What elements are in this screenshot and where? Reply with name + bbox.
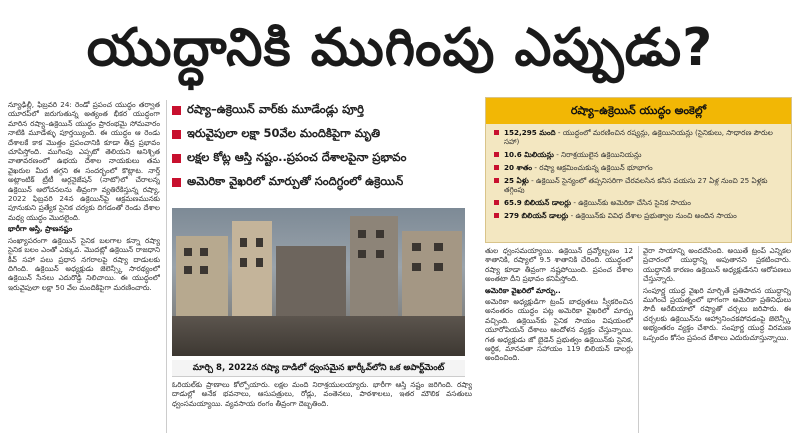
headline: యుద్ధానికి ముగింపు ఎప్పుడు? [86, 18, 714, 78]
highlight-text: ఇరువైపులా లక్షా 50వేల మందికిపైగా మృతి [187, 126, 381, 140]
left-paragraph-2: సంఖ్యాపరంగా ఉక్రెయిన్ సైనిక బలగాల కన్నా రష్యా సైనిక బలం ఎంతో ఎక్కువ. మొదట్లో ఉక్రెయిన్ రాజధాని కీవ్ సహా పలు ప్రధాన నగరాలపై రష్యా దాడులకు దిగింది. ఉక్రెయిన్ అధ్యక్షుడు జెలెన్స్కీ సారథ్యంలో ఉక్రెయిన్ సేనలు ఎదురొడ్డి నిలిచాయి. ఈ యుద్ధంలో ఇరువైపులా లక్షా 50 వేల మందికిపైగా మరణించారు. [8, 235, 160, 292]
photo-caption: మార్చి 8, 2022న రష్యా దాడిలో ధ్వంసమైన ఖార్కీవ్‌లోని ఒక అపార్ట్‌మెంట్ [172, 360, 465, 377]
fact-text: - రష్యా ఆక్రమించుకున్న ఉక్రెయిన్ భూభాగం [534, 163, 653, 172]
fact-figure: 20 శాతం [504, 163, 533, 172]
left-column-article [8, 100, 160, 433]
highlight-item [172, 124, 477, 145]
fact-figure: 10.6 మిలియన్లు [504, 150, 554, 159]
right1-paragraph-2: అమెరికా అధ్యక్షుడిగా ట్రంప్ బాధ్యతలు స్వీకరించిన అనంతరం యుద్ధం పట్ల అమెరికా వైఖరిలో మార్పు వచ్చింది. ఉక్రెయిన్‌కు సైనిక సాయం విషయంలో యూరోపియన్ దేశాలు ఆందోళన వ్యక్తం చేస్తున్నాయి. గత అధ్యక్షుడు జో బైడెన్ ప్రభుత్వం ఉక్రెయిన్‌కు సైనిక, ఆర్థిక, మానవతా సహాయం 119 బిలియన్ డాలర్లు అందించింది. [485, 297, 633, 363]
right-column-1 [485, 246, 633, 433]
fact-text: - ఉక్రెయిన్‌కు వివిధ దేశాల ప్రభుత్వాల నుంచి అందిన సాయం [570, 211, 737, 220]
fact-item [486, 163, 791, 172]
fact-figure: 279 బిలియన్ డాలర్లు [504, 211, 569, 220]
fact-text: - నిరాశ్రయులైన ఉక్రెయినియన్లు [556, 150, 642, 159]
bullet-icon [172, 106, 181, 115]
right-column-2 [643, 246, 791, 433]
fact-text: - ఉక్రెయిన్‌కు అమెరికా చేసిన సైనిక సాయం [573, 198, 691, 207]
highlight-item [172, 100, 477, 121]
highlight-item [172, 148, 477, 169]
left-paragraph: న్యూఢిల్లీ, ఫిబ్రవరి 24: రెండో ప్రపంచ యుద్ధం తర్వాత యూరప్‌లో జరుగుతున్న అత్యంత భీకర యుద్ధంగా మారిన రష్యా–ఉక్రెయిన్ యుద్ధం ప్రారంభమై సోమవారం నాటికి మూడేళ్ళు పూర్తయ్యింది. ఈ యుద్ధం ఆ రెండు దేశాలకే కాక మొత్తం ప్రపంచానికి కూడా తీవ్ర ప్రభావం చూపిస్తోంది. ముగింపు ఎప్పటో తెలియని అనిశ్చిత వాతావరణంలో ఉభయ దేశాల నాయకులు తమ వైఖరుల మీద తగ్గని ఈ సందర్భంలో కొట్లాట. నార్త్ అట్లాంటిక్ ట్రీటీ ఆర్గనైజేషన్ (నాటో)లో చేరాలన్న ఉక్రెయిన్ ఆలోచనలను తీవ్రంగా వ్యతిరేకిస్తున్న రష్యా, 2022 ఫిబ్రవరి 24న ఉక్రెయిన్‌పై ఆక్రమణమునకు పూనుకుని ప్రత్యేక సైనిక చర్యకు దిగడంతో రెండు దేశాల మధ్య యుద్ధం మొదలైంది. [8, 100, 160, 222]
right1-subhead: అమెరికా వైఖరిలో మార్పు.. [485, 285, 561, 295]
bullet-icon [172, 130, 181, 139]
fact-figure: 152,295 మంది [504, 128, 556, 137]
facts-box [485, 97, 792, 243]
right2-paragraph: వైరా సాయాన్ని అందదేసింది. అయితే ట్రంప్ ఎన్నికల ప్రచారంలో యుద్ధాన్ని ఆపుతానని ప్రకటించారు. యుద్ధానికి కారణం ఉక్రెయిన్ అధ్యక్షుడేనని ఆరోపణలు చేస్తున్నారు. [643, 246, 791, 284]
destroyed-apartment-photo [172, 208, 465, 356]
fact-item [486, 150, 791, 159]
bullet-icon [172, 154, 181, 163]
highlight-text: అమెరికా వైఖరిలో మార్పుతో సందిగ్ధంలో ఉక్రెయిన్ [187, 174, 404, 188]
fact-text: - ఉక్రెయిన్ సైన్యంలో తప్పనిసరిగా చేరవలసిన కనీస వయసు 27 ఏళ్ల నుంచి 25 ఏళ్లకు తగ్గింపు [504, 176, 768, 194]
highlight-text: రష్యా–ఉక్రెయిన్ వార్‌కు మూడేండ్లు పూర్తి [187, 102, 364, 116]
highlights-list [172, 100, 477, 196]
fact-text: - యుద్ధంలో మరణించిన రష్యన్లు, ఉక్రెయినియన్లు (సైనికులు, సాధారణ పౌరుల సహా) [504, 128, 773, 146]
fact-figure: 65.9 బిలియన్ డాలర్లు [504, 198, 572, 207]
middle-column-article [172, 380, 472, 433]
highlight-text: లక్షల కోట్ల ఆస్తి నష్టం..ప్రపంచ దేశాలపైనా ప్రభావం [187, 150, 407, 164]
left-subhead: భారీగా ఆస్తి, ప్రాణనష్టం [8, 224, 73, 234]
highlight-item [172, 172, 477, 193]
fact-item [486, 128, 791, 146]
right1-paragraph: తుల ధ్వంసమయ్యాయి. ఉక్రెయిన్ ద్రవ్యోల్బణం 12 శాతానికి, రష్యాలో 9.5 శాతానికి చేరింది. యుద్ధంలో రష్యా కూడా తీవ్రంగా నష్టపోయింది. ప్రపంచ దేశాల అంతటా దీని ప్రభావం కనిపిస్తోంది. [485, 246, 633, 284]
right2-paragraph-2: సంపూర్ణ యుద్ధ వైఖరి మార్చితే ప్రతిపాదన యుద్ధాన్ని ముగించే ప్రయత్నంలో భాగంగా అమెరికా ప్రతినిధులు సౌదీ అరేబియాలో రష్యాతో చర్చలు జరిపారు. ఈ చర్చలకు ఉక్రెయిన్‌ను ఆహ్వానించకపోవడంపై జెలెన్స్కీ అభ్యంతరం వ్యక్తం చేశారు. సంపూర్ణ యుద్ధ విరమణ ఒప్పందం కోసం ప్రపంచ దేశాలు ఎదురుచూస్తున్నాయి. [643, 285, 791, 342]
fact-item [486, 211, 791, 220]
middle-paragraph: ఓరియల్‌కు ప్రాణాలు కోల్పోయారు. లక్షల మంది నిరాశ్రయులయ్యారు. భారీగా ఆస్తి నష్టం జరిగింది. రష్యా దాడుల్లో అనేక భవనాలు, ఆసుపత్రులు, రోడ్లు, వంతెనలు, పాఠశాలలు, ఇతర మౌలిక వసతులు ధ్వంసమయ్యాయి. వ్యవసాయ రంగం తీవ్రంగా దెబ్బతింది. [172, 380, 472, 408]
fact-item [486, 198, 791, 207]
bullet-icon [172, 178, 181, 187]
fact-item [486, 176, 791, 194]
fact-figure: 25 ఏళ్లు [504, 176, 529, 185]
facts-box-title: రష్యా–ఉక్రెయిన్ యుద్ధం అంకెల్లో [486, 98, 791, 124]
